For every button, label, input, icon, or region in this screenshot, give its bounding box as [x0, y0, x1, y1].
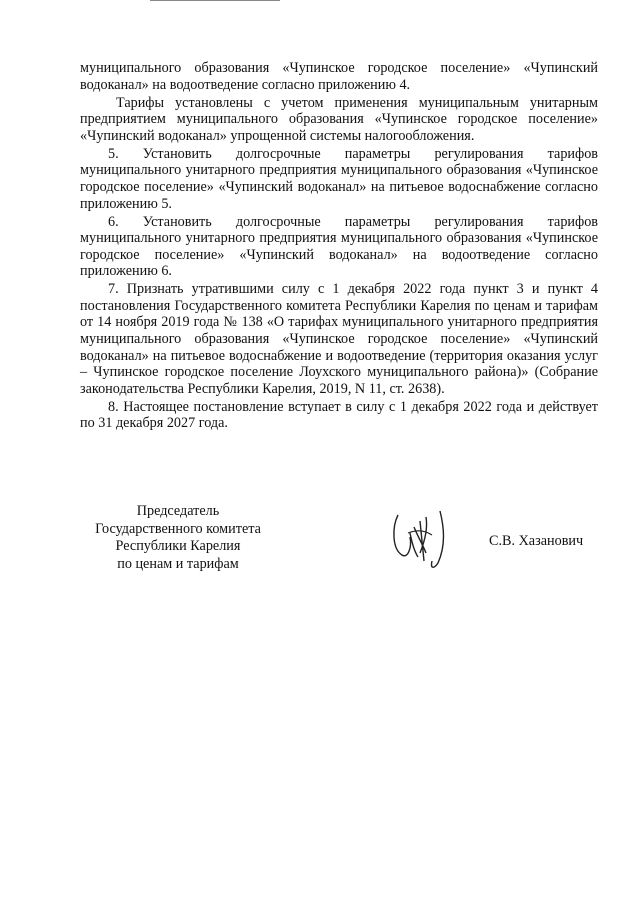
paragraph-item-7: 7. Признать утратившими силу с 1 декабря 2022 года пункт 3 и пункт 4 постановления Государственного комитета Республики Карелия по ценам и тарифам от 14 ноября 2019 года № 138 «О тарифах муниципального унитарного предприятия муниципального образования «Чупинское городское поселение» «Чупинский водоканал» на питьевое водоснабжение и водоотведение (территория оказания услуг – Чупинское городское поселение Лоухского муниципального района)» (Собрание законодательства Республики Карелия, 2019, N 11, ст. 2638).: [80, 281, 598, 397]
paragraph-item-8: 8. Настоящее постановление вступает в силу с 1 декабря 2022 года и действует по 31 декабря 2027 года.: [80, 398, 598, 432]
paragraph-item-5: 5. Установить долгосрочные параметры регулирования тарифов муниципального унитарного предприятия муниципального образования «Чупинское городское поселение» «Чупинский водоканал» на питьевое водоснабжение согласно приложению 5.: [80, 145, 598, 212]
signatory-title: [78, 503, 278, 573]
paragraph-item-6: 6. Установить долгосрочные параметры регулирования тарифов муниципального унитарного предприятия муниципального образования «Чупинское городское поселение» «Чупинский водоканал» на водоотведение согласно приложению 6.: [80, 213, 598, 280]
signatory-title-line: Государственного комитета: [95, 520, 261, 537]
paragraph-tariffs-note: Тарифы установлены с учетом применения муниципальным унитарным предприятием муниципального образования «Чупинское городское поселение» «Чупинский водоканал» упрощенной системы налогообложения.: [80, 94, 598, 144]
signatory-title-line: по ценам и тарифам: [117, 555, 239, 572]
signatory-title-line: Республики Карелия: [115, 538, 241, 554]
signatory-name: С.В. Хазанович: [489, 533, 584, 549]
document-body: [80, 60, 598, 433]
signature-block: [0, 503, 640, 593]
top-rule-line: [150, 0, 280, 1]
signatory-title-line: Председатель: [136, 503, 220, 519]
handwritten-signature-icon: [388, 503, 468, 573]
paragraph-continuation: муниципального образования «Чупинское городское поселение» «Чупинский водоканал» на водоотведение согласно приложению 4.: [80, 60, 598, 93]
